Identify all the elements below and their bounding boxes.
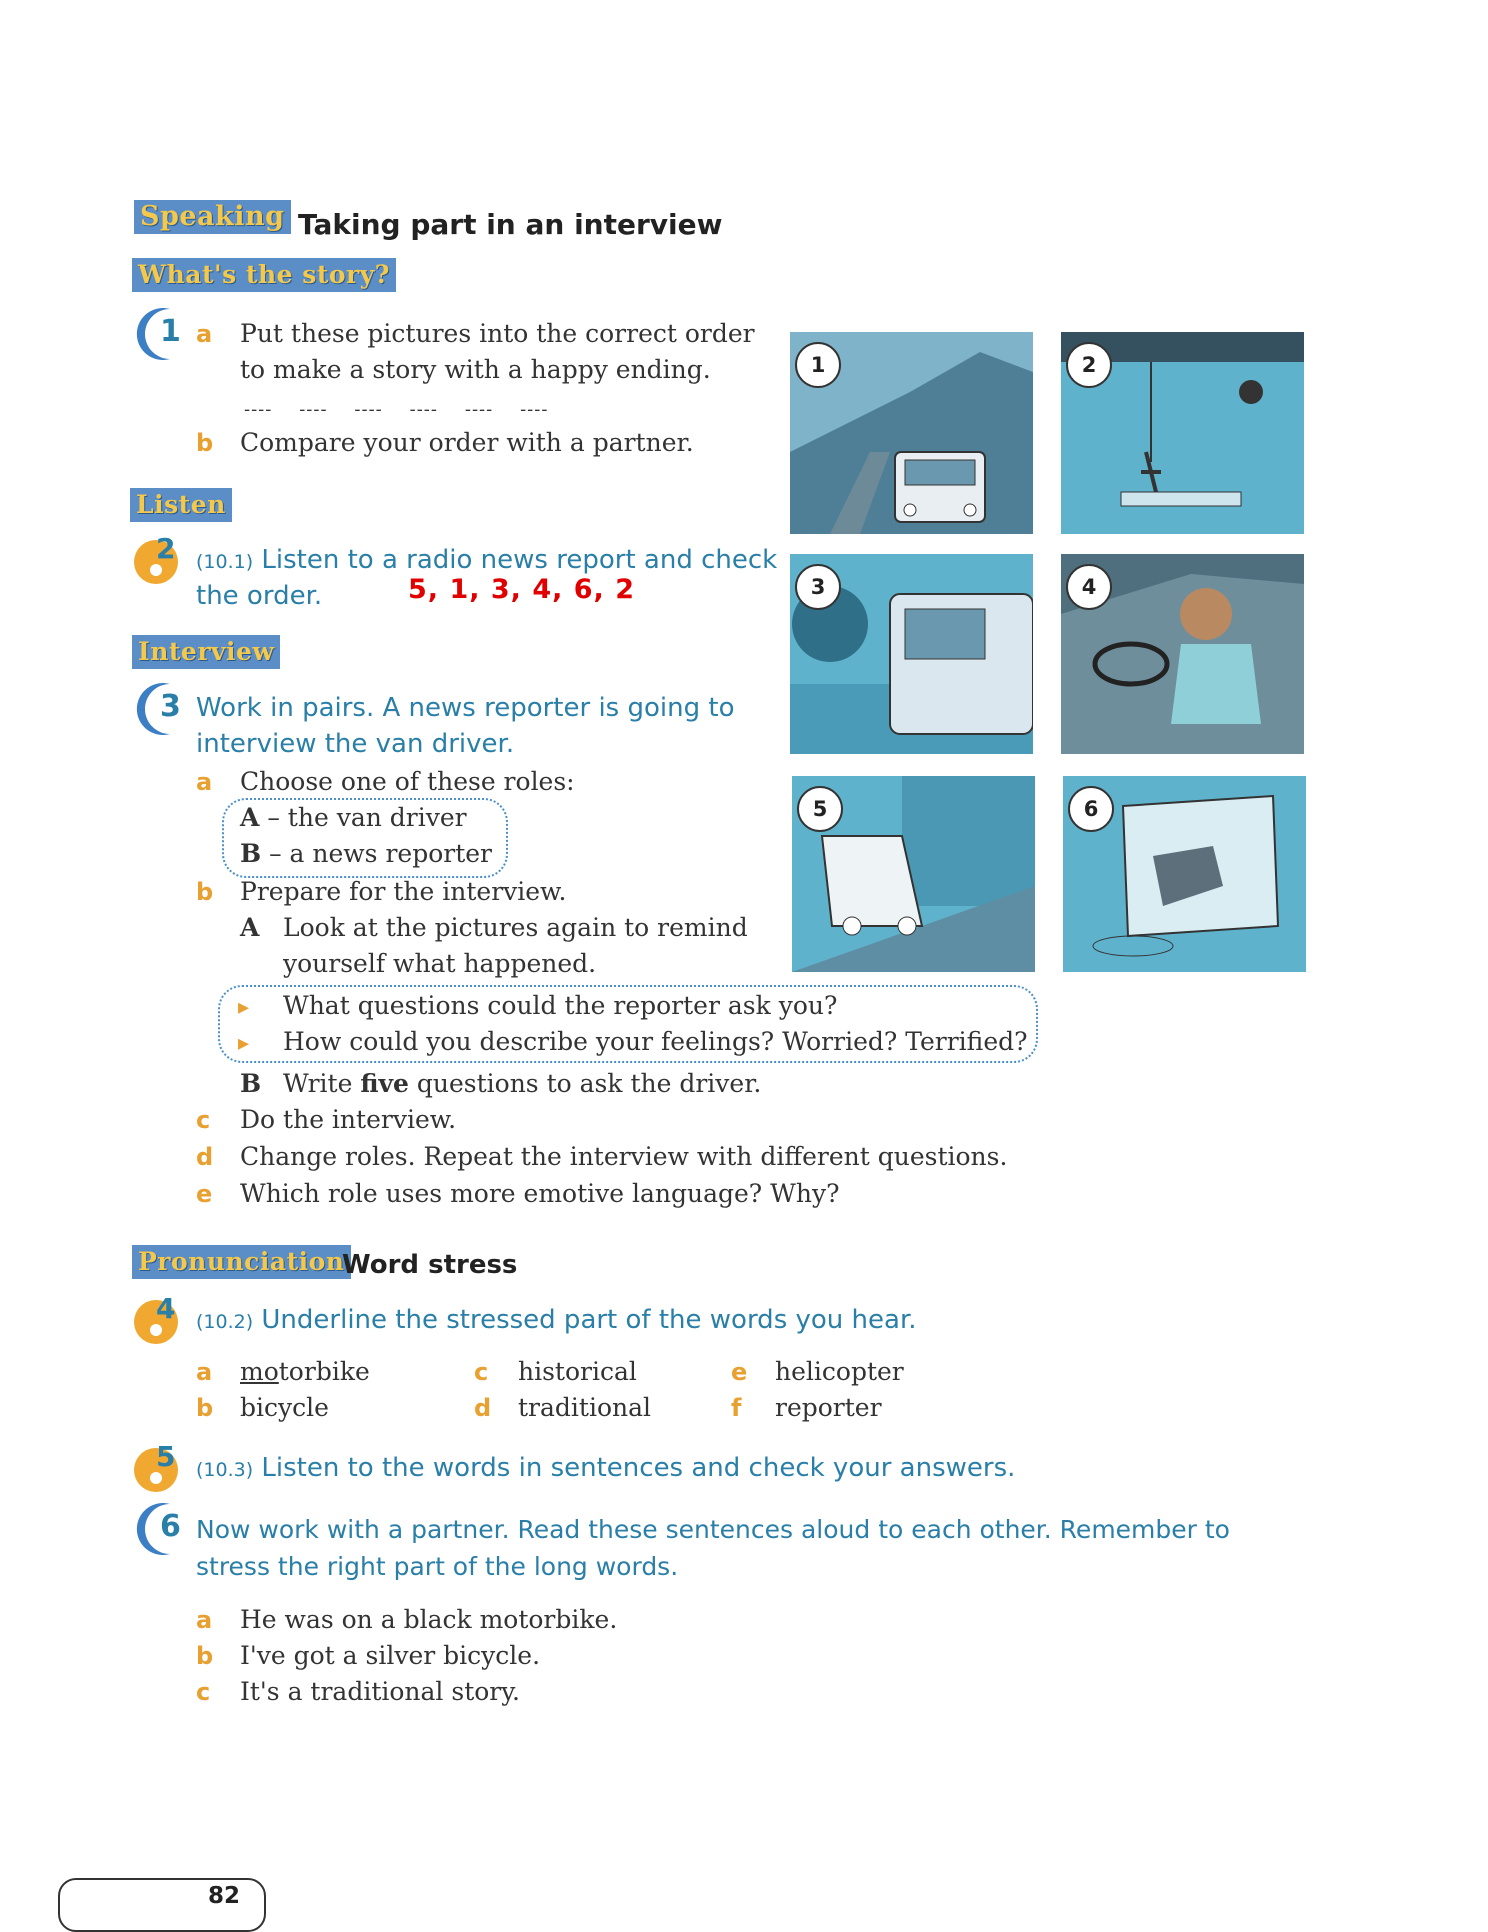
page-number: 82	[208, 1883, 241, 1909]
exercise-3-badge	[130, 680, 182, 738]
word-c: historical	[518, 1357, 637, 1386]
ex3-line1: Work in pairs. A news reporter is going to	[196, 693, 735, 723]
picture-4-driver-worried	[1060, 553, 1305, 755]
ex6-c-text: It's a traditional story.	[240, 1677, 520, 1706]
ex3-a-text: Choose one of these roles:	[240, 767, 575, 796]
ex3-e-letter: e	[196, 1180, 213, 1208]
ex1-a-letter: a	[196, 320, 213, 348]
ex1-a-line1: Put these pictures into the correct order	[240, 319, 755, 348]
ex5-instruction: (10.3) Listen to the words in sentences and check your answers.	[196, 1453, 1016, 1483]
ex3-c-text: Do the interview.	[240, 1105, 457, 1134]
interview-tag: Interview	[132, 635, 280, 669]
ex3-line2: interview the van driver.	[196, 729, 515, 759]
picture-1-van-in-rain	[789, 331, 1034, 535]
word-c-letter: c	[474, 1358, 489, 1386]
ex3-A-line2: yourself what happened.	[283, 949, 597, 978]
ex2-answer-order: 5, 1, 3, 4, 6, 2	[408, 574, 636, 605]
exercise-2-cd-badge	[130, 530, 182, 588]
ex4-instruction: (10.2) Underline the stressed part of the words you hear.	[196, 1305, 917, 1335]
listen-tag: Listen	[130, 488, 232, 522]
word-d-letter: d	[474, 1394, 492, 1422]
ex6-b-letter: b	[196, 1642, 214, 1670]
picture-3-van-flood	[789, 553, 1034, 755]
word-e: helicopter	[775, 1357, 904, 1386]
role-b: B – a news reporter	[240, 839, 492, 868]
picture-6-number: 6	[1068, 786, 1114, 832]
bubble-question-1: What questions could the reporter ask you?	[283, 991, 838, 1020]
svg-text:6: 6	[160, 1509, 181, 1544]
picture-1-number: 1	[795, 342, 841, 388]
ex6-c-letter: c	[196, 1678, 211, 1706]
ex3-A-key: A	[240, 913, 260, 942]
bubble-question-2: How could you describe your feelings? Worried? Terrified?	[283, 1027, 1028, 1056]
ex3-d-text: Change roles. Repeat the interview with different questions.	[240, 1142, 1008, 1171]
svg-text:1: 1	[160, 314, 181, 349]
ex2-line1: (10.1) Listen to a radio news report and check	[196, 545, 778, 575]
ex6-a-text: He was on a black motorbike.	[240, 1605, 618, 1634]
word-b: bicycle	[240, 1393, 329, 1422]
ex6-line1: Now work with a partner. Read these sentences aloud to each other. Remember to	[196, 1515, 1230, 1544]
svg-text:2: 2	[156, 532, 176, 565]
ex1-b-letter: b	[196, 429, 214, 457]
ex3-a-letter: a	[196, 768, 213, 796]
picture-2-helicopter-rescue	[1060, 331, 1305, 535]
picture-4-number: 4	[1066, 564, 1112, 610]
picture-5-number: 5	[797, 786, 843, 832]
ex1-a-line2: to make a story with a happy ending.	[240, 355, 711, 384]
exercise-6-badge	[130, 1500, 182, 1558]
word-d: traditional	[518, 1393, 651, 1422]
picture-5-van-parked	[791, 775, 1036, 973]
ex3-A-line1: Look at the pictures again to remind	[283, 913, 748, 942]
exercise-5-cd-badge	[130, 1438, 182, 1496]
page-title: Taking part in an interview	[298, 208, 723, 241]
role-a: A – the van driver	[240, 803, 467, 832]
exercise-4-cd-badge	[130, 1290, 182, 1348]
picture-2-number: 2	[1066, 342, 1112, 388]
pronunciation-tag: Pronunciation	[132, 1245, 351, 1279]
svg-text:3: 3	[160, 689, 181, 724]
ex6-line2: stress the right part of the long words.	[196, 1552, 679, 1581]
ex3-d-letter: d	[196, 1143, 214, 1171]
word-e-letter: e	[731, 1358, 748, 1386]
ex6-a-letter: a	[196, 1606, 213, 1634]
ex3-B-key: B	[240, 1069, 262, 1098]
ex1-b-text: Compare your order with a partner.	[240, 428, 694, 457]
ex1-order-blanks: ---- ---- ---- ---- ---- ----	[244, 399, 549, 420]
word-a-letter: a	[196, 1358, 213, 1386]
word-a: motorbike	[240, 1357, 370, 1386]
word-f: reporter	[775, 1393, 882, 1422]
ex3-b-text: Prepare for the interview.	[240, 877, 567, 906]
word-stress-title: Word stress	[342, 1250, 518, 1280]
word-f-letter: f	[731, 1394, 742, 1422]
svg-text:5: 5	[156, 1440, 176, 1473]
ex3-e-text: Which role uses more emotive language? Why?	[240, 1179, 840, 1208]
bubble-bullet-2: ▸	[238, 1031, 250, 1056]
ex3-b-letter: b	[196, 878, 214, 906]
picture-3-number: 3	[795, 564, 841, 610]
picture-6-man-on-van-roof	[1062, 775, 1307, 973]
bubble-bullet-1: ▸	[238, 995, 250, 1020]
story-tag: What's the story?	[132, 258, 396, 292]
ex3-c-letter: c	[196, 1106, 211, 1134]
svg-text:4: 4	[156, 1292, 176, 1325]
word-b-letter: b	[196, 1394, 214, 1422]
ex2-line2: the order.	[196, 581, 323, 611]
speaking-tag: Speaking	[134, 200, 291, 234]
ex6-b-text: I've got a silver bicycle.	[240, 1641, 541, 1670]
exercise-1-badge	[130, 305, 182, 363]
ex3-B-text: Write five questions to ask the driver.	[283, 1069, 762, 1098]
